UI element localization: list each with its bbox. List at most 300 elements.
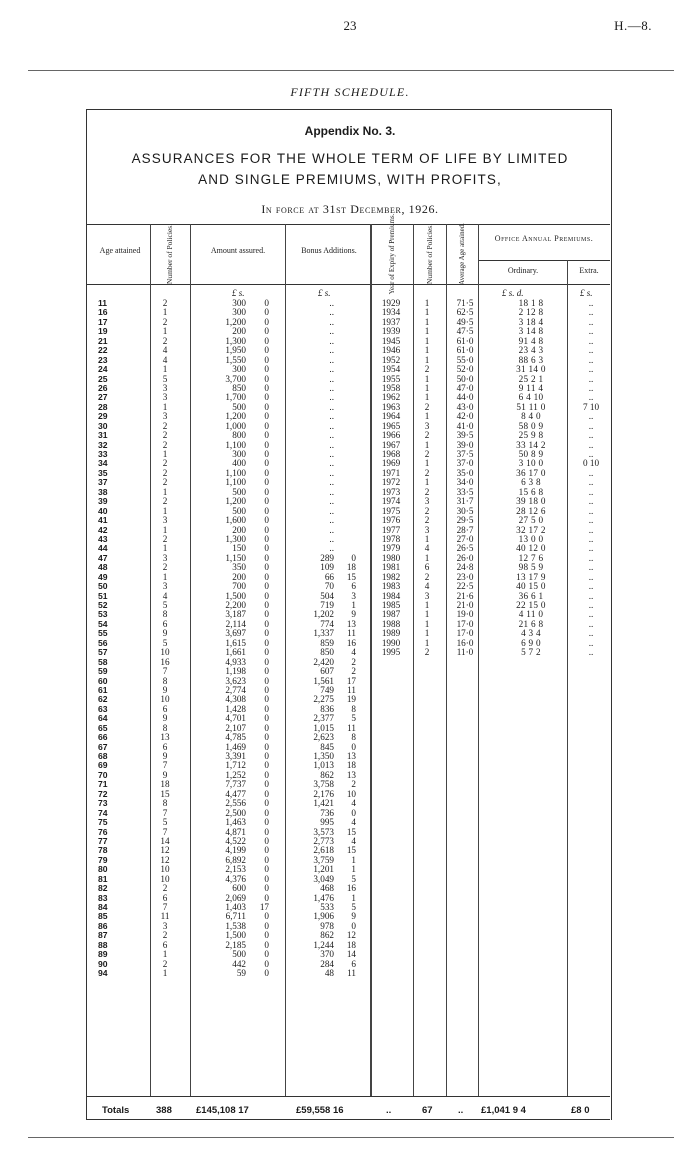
cell-ord: 8 4 0	[521, 411, 541, 422]
cell-bon: 862	[320, 769, 334, 780]
cell-bon: 2,377	[313, 713, 334, 724]
cell-pol: 18	[160, 779, 170, 790]
cell-amts: 0	[264, 600, 269, 610]
cell-age: 56	[98, 637, 108, 648]
cell-npol: 1	[424, 628, 430, 639]
cell-amt: 1,463	[225, 817, 246, 828]
cell-ext: ..	[588, 326, 594, 337]
cell-amts: 0	[264, 817, 269, 828]
cell-age: 48	[98, 562, 108, 573]
cell-year: 1958	[381, 382, 401, 393]
cell-age: 33	[98, 449, 108, 459]
cell-pol: 9	[162, 769, 168, 780]
cell-avg: 17·0	[456, 618, 474, 629]
cell-bon: 774	[320, 618, 334, 629]
cell-ext: ..	[588, 647, 594, 658]
cell-pol: 7	[162, 902, 168, 912]
cell-bon: ..	[329, 392, 334, 403]
cell-ext: ..	[588, 307, 594, 318]
cell-amts: 0	[264, 845, 269, 856]
cell-amt: 4,376	[225, 873, 246, 884]
cell-amt: 1,538	[225, 920, 246, 931]
cell-avg: 35·0	[456, 467, 474, 478]
cell-bon: 1,201	[313, 864, 334, 875]
cell-age: 85	[98, 911, 108, 922]
cell-amts: 0	[264, 411, 269, 422]
cell-amts: 0	[264, 628, 269, 639]
cell-bon: 3,049	[313, 873, 334, 884]
cell-amts: 0	[264, 911, 269, 922]
cell-ext: ..	[588, 628, 594, 639]
cell-amts: 0	[264, 854, 269, 865]
cell-pol: 1	[162, 949, 168, 960]
cell-bons: 11	[347, 628, 356, 639]
cell-amts: 0	[264, 524, 269, 535]
cell-ext: ..	[588, 562, 594, 573]
table-body	[86, 299, 610, 979]
cell-pol: 2	[162, 562, 168, 573]
cell-pol: 6	[162, 741, 168, 752]
cell-year: 1972	[381, 477, 401, 488]
cell-amt: 1,200	[225, 411, 246, 422]
cell-age: 83	[98, 892, 108, 903]
header-office-premiums: Office Annual Premiums.	[494, 234, 594, 243]
cell-amts: 0	[264, 345, 269, 356]
cell-bons: 14	[346, 949, 356, 960]
cell-ord: 28 12 6	[516, 505, 546, 516]
header-extra: Extra.	[579, 266, 599, 275]
cell-bon: ..	[329, 335, 334, 346]
cell-bon: ..	[329, 411, 334, 422]
cell-age: 44	[98, 543, 108, 554]
cell-amt: 1,200	[225, 316, 246, 327]
appendix-title: Appendix No. 3.	[304, 124, 396, 138]
cell-year: 1990	[381, 637, 401, 648]
cell-pol: 7	[162, 807, 168, 818]
cell-bons: 13	[346, 618, 356, 629]
cell-npol: 1	[424, 411, 430, 422]
cell-pol: 7	[162, 826, 168, 837]
cell-bon: 2,623	[313, 732, 334, 743]
cell-bon: 370	[320, 949, 334, 960]
cell-bon: 719	[320, 600, 334, 610]
cell-amt: 1,252	[225, 769, 246, 780]
cell-bon: ..	[329, 354, 334, 365]
cell-amts: 0	[264, 609, 269, 620]
cell-year: 1945	[381, 335, 401, 346]
cell-age: 42	[98, 524, 108, 535]
cell-npol: 1	[424, 392, 430, 403]
cell-age: 70	[98, 769, 108, 780]
cell-pol: 5	[162, 373, 168, 384]
cell-bon: 978	[320, 920, 334, 931]
cell-bon: 1,906	[313, 911, 334, 922]
cell-npol: 1	[424, 533, 430, 544]
cell-amt: 1,300	[225, 533, 246, 544]
totals-bonus: £59,558 16	[296, 1105, 344, 1116]
cell-year: 1973	[381, 486, 401, 497]
cell-age: 86	[98, 920, 108, 931]
cell-bons: 6	[351, 581, 356, 592]
cell-amts: 0	[264, 307, 269, 318]
cell-pol: 2	[162, 316, 168, 327]
cell-age: 54	[98, 618, 108, 629]
cell-ord: 31 14 0	[516, 364, 546, 375]
cell-age: 26	[98, 382, 108, 393]
cell-npol: 4	[424, 581, 430, 592]
cell-bons: 17	[346, 675, 356, 686]
cell-pol: 5	[162, 600, 168, 610]
cell-age: 49	[98, 571, 108, 582]
cell-pol: 10	[160, 694, 170, 705]
cell-avg: 42·0	[456, 411, 474, 422]
cell-amt: 2,200	[225, 600, 246, 610]
cell-pol: 8	[162, 798, 168, 809]
cell-bons: 19	[346, 694, 356, 705]
cell-amt: 1,150	[225, 552, 246, 563]
cell-year: 1954	[381, 364, 401, 375]
cell-bon: 2,773	[313, 835, 334, 846]
cell-ext: ..	[588, 486, 594, 497]
cell-amt: 1,000	[225, 420, 246, 431]
cell-year: 1971	[381, 467, 401, 478]
cell-pol: 2	[162, 533, 168, 544]
cell-bons: 8	[351, 732, 356, 743]
cell-amt: 350	[232, 562, 246, 573]
main-title	[100, 148, 600, 190]
cell-age: 66	[98, 732, 108, 743]
cell-amt: 2,185	[225, 939, 246, 950]
cell-amts: 0	[264, 807, 269, 818]
cell-ext: 0 10	[582, 458, 600, 469]
office-subheader-rule	[478, 260, 610, 261]
cell-age: 63	[98, 703, 108, 714]
cell-pol: 4	[162, 590, 168, 601]
cell-age: 64	[98, 713, 108, 724]
cell-ord: 36 6 1	[518, 590, 544, 601]
cell-amt: 1,198	[225, 666, 246, 677]
cell-bons: 15	[346, 571, 356, 582]
cell-amt: 200	[232, 326, 246, 337]
cell-pol: 10	[160, 647, 170, 658]
cell-pol: 16	[160, 656, 170, 667]
cell-year: 1969	[381, 458, 401, 469]
cell-amts: 0	[264, 420, 269, 431]
cell-avg: 47·0	[456, 382, 474, 393]
cell-amt: 150	[232, 543, 246, 554]
cell-ord: 33 14 2	[516, 439, 546, 450]
cell-amts: 17	[259, 902, 269, 912]
cell-amts: 0	[264, 505, 269, 516]
cell-avg: 47·5	[456, 326, 474, 337]
cell-bon: 1,202	[313, 609, 334, 620]
cell-ext: ..	[588, 581, 594, 592]
cell-year: 1967	[381, 439, 401, 450]
cell-pol: 2	[162, 298, 168, 308]
cell-year: 1995	[381, 647, 401, 658]
cell-age: 53	[98, 609, 108, 620]
cell-bon: 48	[324, 968, 334, 979]
cell-ext: ..	[588, 618, 594, 629]
cell-bons: 11	[347, 684, 356, 695]
cell-pol: 2	[162, 496, 168, 507]
cell-ord: 36 17 0	[516, 467, 546, 478]
cell-bons: 2	[351, 656, 356, 667]
cell-ext: ..	[588, 637, 594, 648]
cell-npol: 1	[424, 316, 430, 327]
cell-avg: 41·0	[456, 420, 474, 431]
cell-ord: 27 5 0	[518, 515, 544, 526]
cell-age: 78	[98, 845, 108, 856]
cell-ord: 5 7 2	[521, 647, 541, 658]
cell-bon: 836	[320, 703, 334, 714]
cell-age: 38	[98, 486, 108, 497]
cell-npol: 2	[424, 486, 430, 497]
cell-pol: 2	[162, 335, 168, 346]
cell-bon: 1,015	[313, 722, 334, 733]
cell-age: 41	[98, 515, 108, 526]
cell-amts: 0	[264, 949, 269, 960]
cell-amt: 3,391	[225, 751, 246, 761]
cell-npol: 1	[424, 439, 430, 450]
cell-amts: 0	[264, 769, 269, 780]
header-age: Age attained	[99, 246, 141, 255]
cell-age: 76	[98, 826, 108, 837]
cell-ext: ..	[588, 505, 594, 516]
cell-ord: 88 6 3	[518, 354, 544, 365]
cell-year: 1988	[381, 618, 401, 629]
cell-ext: ..	[588, 411, 594, 422]
cell-pol: 14	[160, 835, 170, 846]
cell-avg: 43·0	[456, 401, 474, 412]
cell-ord: 3 10 0	[518, 458, 544, 469]
header-avg-age: Average Age attained.	[458, 223, 466, 285]
cell-bons: 1	[351, 854, 356, 865]
cell-amt: 1,500	[225, 590, 246, 601]
cell-pol: 2	[162, 439, 168, 450]
cell-age: 90	[98, 958, 108, 969]
cell-ext: ..	[588, 515, 594, 526]
cell-bons: 0	[351, 552, 356, 563]
cell-avg: 21·6	[456, 590, 474, 601]
cell-pol: 11	[160, 911, 170, 922]
cell-avg: 21·0	[456, 600, 474, 610]
cell-amts: 0	[264, 864, 269, 875]
cell-year: 1982	[381, 571, 401, 582]
cell-amt: 1,712	[225, 760, 246, 771]
cell-npol: 2	[424, 515, 430, 526]
cell-age: 30	[98, 420, 108, 431]
cell-avg: 37·0	[456, 458, 474, 469]
cell-avg: 27·0	[456, 533, 474, 544]
cell-amts: 0	[264, 458, 269, 469]
cell-ord: 12 7 6	[518, 552, 544, 563]
cell-amts: 0	[264, 533, 269, 544]
cell-ord: 40 12 0	[516, 543, 546, 554]
cell-amt: 6,892	[225, 854, 246, 865]
cell-bons: 18	[346, 760, 356, 771]
cell-ext: ..	[588, 430, 594, 441]
cell-amt: 200	[232, 524, 246, 535]
cell-age: 59	[98, 666, 108, 677]
cell-bon: ..	[329, 439, 334, 450]
cell-bon: 504	[320, 590, 334, 601]
cell-avg: 50·0	[456, 373, 474, 384]
cell-avg: 22·5	[456, 581, 474, 592]
cell-amts: 0	[264, 373, 269, 384]
cell-pol: 9	[162, 628, 168, 639]
cell-amt: 850	[232, 382, 246, 393]
cell-year: 1981	[381, 562, 401, 573]
cell-amts: 0	[264, 382, 269, 393]
cell-amt: 1,100	[225, 439, 246, 450]
cell-amt: 600	[232, 883, 246, 894]
cell-ext: ..	[588, 354, 594, 365]
cell-ext: ..	[588, 600, 594, 610]
cell-bon: ..	[329, 430, 334, 441]
cell-amt: 1,950	[225, 345, 246, 356]
cell-amt: 2,153	[225, 864, 246, 875]
cell-bon: ..	[329, 458, 334, 469]
cell-ord: 4 11 0	[518, 609, 544, 620]
cell-age: 61	[98, 684, 108, 695]
cell-avg: 30·5	[456, 505, 474, 516]
cell-amts: 0	[264, 571, 269, 582]
cell-pol: 3	[162, 515, 168, 526]
cell-bon: ..	[329, 382, 334, 393]
cell-ext: ..	[588, 392, 594, 403]
cell-avg: 37·5	[456, 449, 474, 459]
cell-amt: 4,477	[225, 788, 246, 799]
cell-age: 32	[98, 439, 108, 450]
cell-year: 1980	[381, 552, 401, 563]
cell-age: 28	[98, 401, 108, 412]
cell-npol: 3	[424, 496, 430, 507]
cell-ext: ..	[588, 439, 594, 450]
cell-amt: 300	[232, 307, 246, 318]
cell-year: 1963	[381, 401, 401, 412]
cell-avg: 62·5	[456, 307, 474, 318]
cell-bon: ..	[329, 307, 334, 318]
cell-bon: ..	[329, 486, 334, 497]
cell-age: 39	[98, 496, 108, 507]
cell-amt: 6,711	[225, 911, 246, 922]
cell-ext: ..	[588, 449, 594, 459]
cell-ext: 7 10	[582, 401, 600, 412]
cell-year: 1985	[381, 600, 401, 610]
cell-amts: 0	[264, 873, 269, 884]
header-ordinary: Ordinary.	[507, 266, 539, 275]
cell-amt: 500	[232, 401, 246, 412]
cell-ext: ..	[588, 609, 594, 620]
cell-amts: 0	[264, 392, 269, 403]
cell-pol: 4	[162, 345, 168, 356]
cell-ord: 6 9 0	[521, 637, 541, 648]
cell-npol: 2	[424, 449, 430, 459]
cell-year: 1952	[381, 354, 401, 365]
cell-bon: ..	[329, 316, 334, 327]
cell-amts: 0	[264, 562, 269, 573]
cell-avg: 11·0	[456, 647, 474, 658]
schedule-title: FIFTH SCHEDULE.	[290, 85, 410, 99]
cell-amts: 0	[264, 354, 269, 365]
cell-year: 1966	[381, 430, 401, 441]
cell-year: 1989	[381, 628, 401, 639]
cell-bon: 1,244	[313, 939, 334, 950]
cell-amt: 1,100	[225, 477, 246, 488]
cell-amt: 500	[232, 505, 246, 516]
cell-avg: 39·5	[456, 430, 474, 441]
cell-avg: 31·7	[456, 496, 474, 507]
header-amount: Amount assured.	[210, 246, 266, 255]
cell-avg: 55·0	[456, 354, 474, 365]
cell-pol: 13	[160, 732, 170, 743]
cell-amt: 4,871	[225, 826, 246, 837]
cell-ord: 23 4 3	[518, 345, 544, 356]
cell-amts: 0	[264, 430, 269, 441]
cell-ord: 40 15 0	[516, 581, 546, 592]
cell-npol: 1	[424, 298, 430, 308]
cell-bons: 8	[351, 703, 356, 714]
cell-year: 1974	[381, 496, 401, 507]
cell-pol: 1	[162, 524, 168, 535]
cell-ord: 50 8 9	[518, 449, 544, 459]
cell-amts: 0	[264, 449, 269, 459]
cell-amt: 2,500	[225, 807, 246, 818]
cell-ord: 3 18 4	[518, 316, 544, 327]
cell-ext: ..	[588, 524, 594, 535]
cell-bon: 845	[320, 741, 334, 752]
cell-pol: 8	[162, 609, 168, 620]
cell-amts: 0	[264, 920, 269, 931]
cell-ord: 22 15 0	[516, 600, 546, 610]
cell-ord: 9 11 4	[518, 382, 544, 393]
cell-ord: 13 17 9	[516, 571, 546, 582]
cell-amt: 4,308	[225, 694, 246, 705]
cell-age: 52	[98, 600, 108, 610]
section-reference: H.—8.	[614, 18, 652, 33]
cell-amt: 2,069	[225, 892, 246, 903]
cell-bons: 10	[346, 788, 356, 799]
cell-age: 94	[98, 968, 108, 979]
cell-ord: 4 3 4	[521, 628, 541, 639]
cell-amts: 0	[264, 496, 269, 507]
cell-amts: 0	[264, 779, 269, 790]
totals-avg: ..	[458, 1105, 464, 1116]
cell-pol: 2	[162, 883, 168, 894]
cell-amts: 0	[264, 647, 269, 658]
cell-ext: ..	[588, 543, 594, 554]
cell-amts: 0	[264, 939, 269, 950]
cell-bons: 0	[351, 807, 356, 818]
cell-npol: 2	[424, 571, 430, 582]
cell-age: 60	[98, 675, 108, 686]
cell-amt: 59	[236, 968, 246, 979]
cell-bons: 5	[351, 713, 356, 724]
cell-pol: 2	[162, 467, 168, 478]
cell-pol: 2	[162, 458, 168, 469]
cell-amt: 4,522	[225, 835, 246, 846]
cell-npol: 2	[424, 401, 430, 412]
cell-bon: 1,421	[313, 798, 334, 809]
cell-bons: 5	[351, 902, 356, 912]
cell-amts: 0	[264, 732, 269, 743]
cell-amt: 300	[232, 449, 246, 459]
cell-amt: 1,428	[225, 703, 246, 714]
cell-bon: 2,275	[313, 694, 334, 705]
cell-bons: 2	[351, 666, 356, 677]
cell-bon: 3,573	[313, 826, 334, 837]
